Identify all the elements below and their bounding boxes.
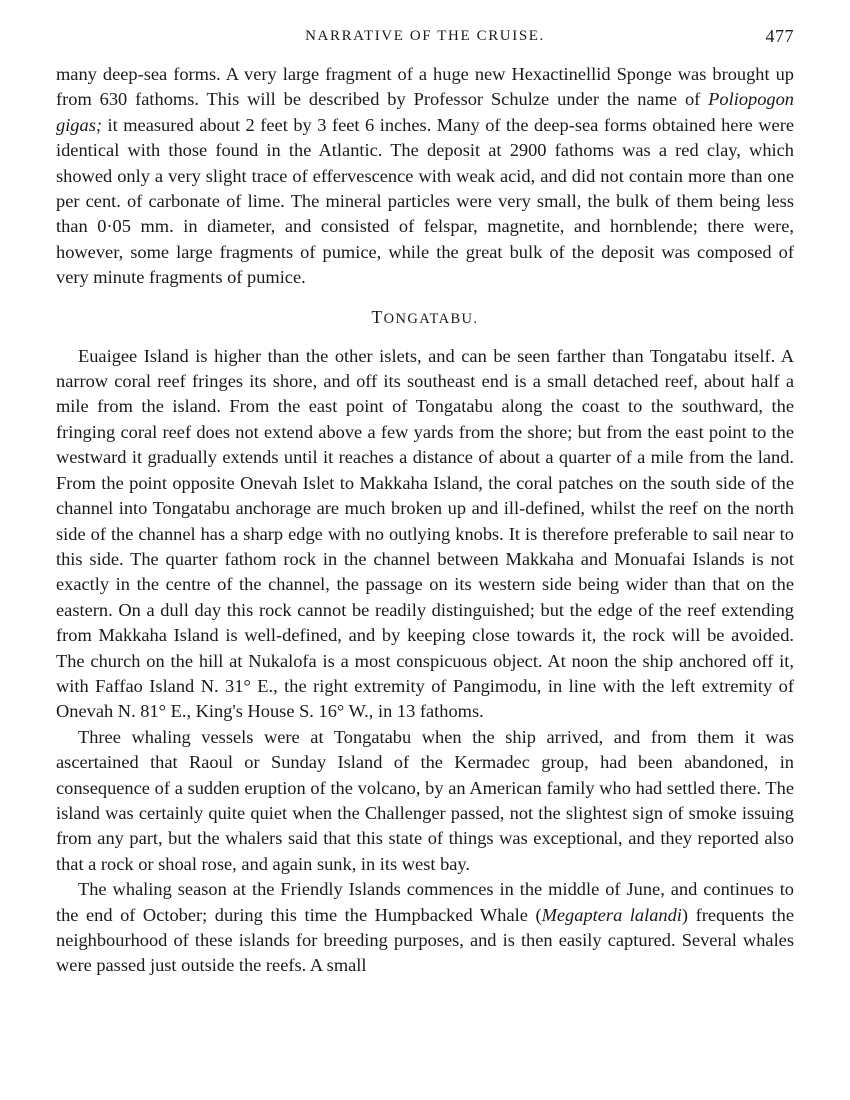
species-name-italic: Megaptera lalandi [541, 904, 682, 925]
page-number: 477 [765, 26, 794, 46]
paragraph-whaling-season [56, 877, 794, 979]
paragraph-whaling-vessels [56, 725, 794, 877]
paragraph-euaigee-island [56, 344, 794, 725]
heading-rest: ONGATABU. [383, 310, 479, 327]
section-heading-tongatabu [56, 305, 794, 331]
book-page [56, 24, 794, 979]
paragraph-text: The whaling season at the Friendly Islands commences in the middle of June, and continues to the end of October; during this time the Humpbacked Whale ( [56, 879, 794, 925]
paragraph-text: ) frequents the neighbourhood of these islands for breeding purposes, and is then easily captured. Several whales were passed just outside the reefs. A small [56, 904, 795, 976]
species-name-italic: Poliopogon gigas; [56, 89, 794, 135]
paragraph-text: it measured about 2 feet by 3 feet 6 inches. Many of the deep-sea forms obtained here were identical with those found in the Atlantic. The deposit at 2900 fathoms was a red clay, which showed only a very slight trace of effervescence with weak acid, and did not contain more than one per cent. of carbonate of lime. The mineral particles were very small, the bulk of them being less than 0·05 mm. in diameter, and consisted of felspar, magnetite, and hornblende; there were, however, some large fragments of pumice, while the great bulk of the deposit was composed of very minute fragments of pumice. [56, 114, 794, 288]
paragraph-text: Three whaling vessels were at Tongatabu when the ship arrived, and from them it was ascertained that Raoul or Sunday Island of the Kermadec group, had been abandoned, in consequence of a sudden eruption of the volcano, by an American family who had settled there. The island was certainly quite quiet when the Challenger passed, not the slightest sign of smoke issuing from any part, but the whalers said that this state of things was exceptional, and they reported also that a rock or shoal rose, and again sunk, in its west bay. [56, 726, 794, 874]
paragraph-text: many deep-sea forms. A very large fragment of a huge new Hexactinellid Sponge was brought up from 630 fathoms. This will be described by Professor Schulze under the name of [56, 64, 794, 110]
running-title: NARRATIVE OF THE CRUISE. [305, 28, 545, 44]
paragraph-text: Euaigee Island is higher than the other islets, and can be seen farther than Tongatabu itself. A narrow coral reef fringes its shore, and off its southeast end is a small detached reef, about half a mile from the island. From the east point of Tongatabu along the coast to the southward, the fringing coral reef does not extend above a few yards from the shore; but from the east point to the westward it gradually extends until it reaches a distance of about a quarter of a mile from the land. From the point opposite Onevah Islet to Makkaha Island, the coral patches on the south side of the channel into Tongatabu anchorage are much broken up and ill-defined, whilst the reef on the north side of the channel has a sharp edge with no outlying knobs. It is therefore preferable to sail near to this side. The quarter fathom rock in the channel between Makkaha and Monuafai Islands is not exactly in the centre of the channel, the passage on its western side being wider than that on the eastern. On a dull day this rock cannot be readily distinguished; but the edge of the reef extending from Makkaha Island is well-defined, and by keeping close towards it, the rock will be avoided. The church on the hill at Nukalofa is a most conspicuous object. At noon the ship anchored off it, with Faffao Island N. 31° E., the right extremity of Pangimodu, in line with the left extremity of Onevah N. 81° E., King's House S. 16° W., in 13 fathoms. [56, 345, 794, 722]
heading-initial: T [371, 306, 384, 327]
running-header [56, 24, 794, 52]
paragraph-deep-sea-sponge [56, 62, 794, 291]
